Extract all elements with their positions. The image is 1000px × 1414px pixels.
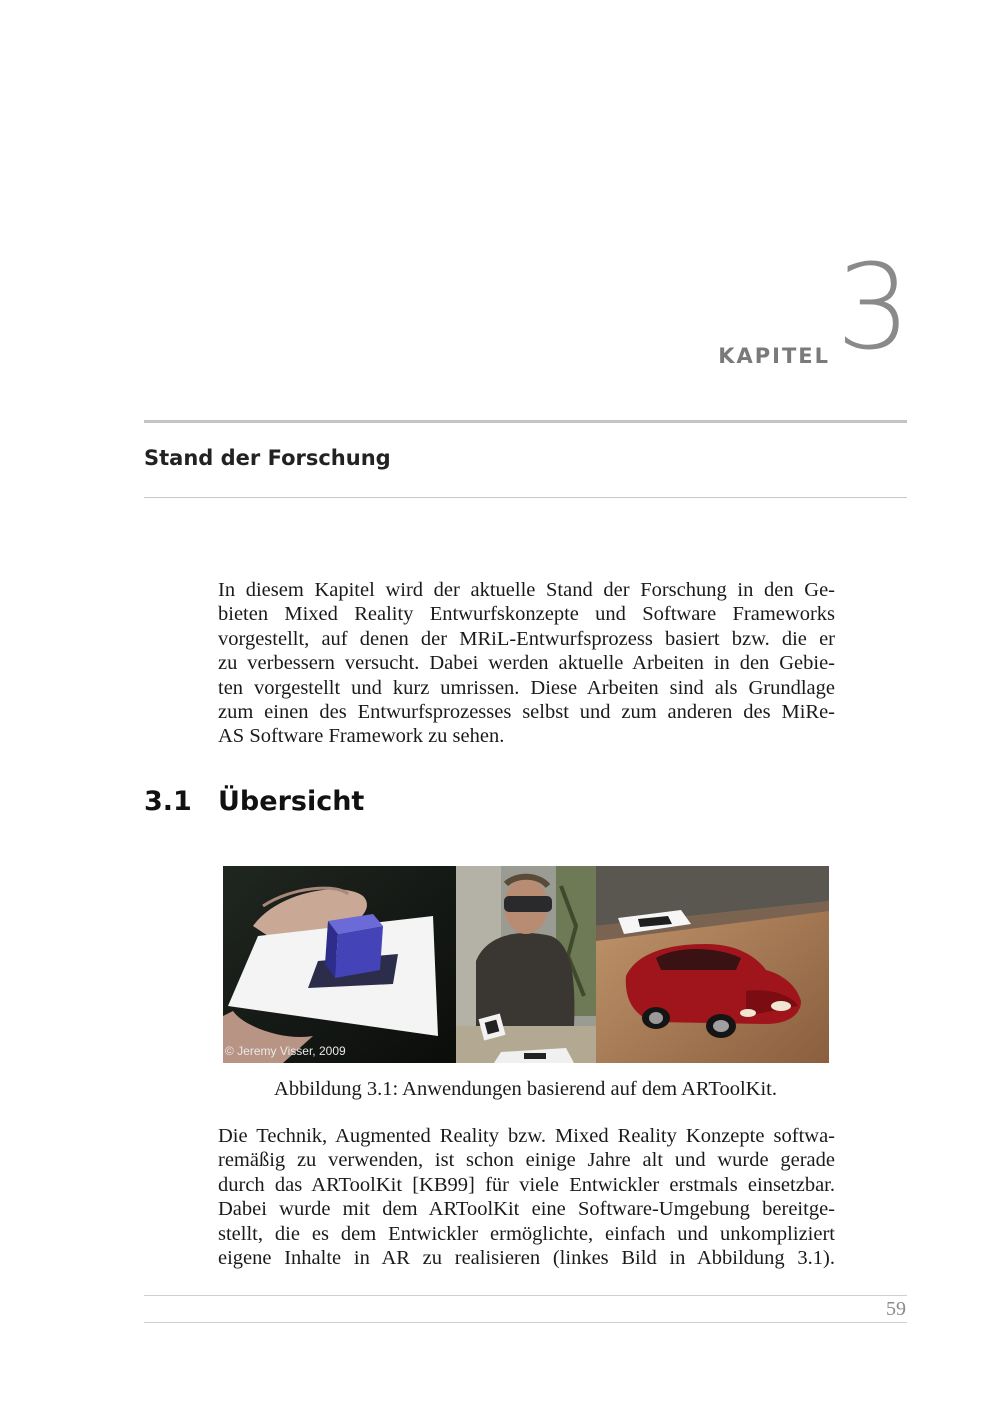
section-number: 3.1 <box>144 786 192 817</box>
title-rule <box>144 497 907 498</box>
text-line: In diesem Kapitel wird der aktuelle Stand der Forschung in den Ge- <box>218 579 835 601</box>
text-line: durch das ARToolKit [KB99] für viele Entwickler erstmals einsetzbar. <box>218 1173 835 1196</box>
figure-artoolkit <box>223 866 829 1063</box>
chapter-title: Stand der Forschung <box>144 446 391 470</box>
footer-rule-bottom <box>144 1322 907 1323</box>
intro-paragraph <box>218 578 835 749</box>
footer-rule-top <box>144 1295 907 1296</box>
text-line: stellt, die es dem Entwickler ermöglichte, einfach und unkompliziert <box>218 1222 835 1245</box>
text-line: remäßig zu verwenden, ist schon einige Jahre alt und wurde gerade <box>218 1149 835 1172</box>
header-rule <box>144 420 907 423</box>
text-line: AS Software Framework zu sehen. <box>218 725 505 748</box>
chapter-label: KAPITEL <box>718 344 830 368</box>
text-line: ten vorgestellt und kurz umrissen. Diese Arbeiten sind als Grundlage <box>218 676 835 699</box>
text-line: zu verbessern versucht. Dabei werden aktuelle Arbeiten in den Gebie- <box>218 652 835 675</box>
text-line: bieten Mixed Reality Entwurfskonzepte und Software Frameworks <box>218 603 835 626</box>
text-line: eigene Inhalte in AR zu realisieren (linkes Bild in Abbildung 3.1). <box>218 1246 835 1269</box>
photo-marker-cube <box>223 866 456 1063</box>
page-number: 59 <box>886 1298 906 1320</box>
text-line: Die Technik, Augmented Reality bzw. Mixed Reality Konzepte softwa- <box>218 1125 835 1147</box>
section-title: Übersicht <box>218 786 365 817</box>
ar-car-illustration <box>596 866 829 1063</box>
text-line: Dabei wurde mit dem ARToolKit eine Software-Umgebung bereitge- <box>218 1198 835 1221</box>
figure-caption: Abbildung 3.1: Anwendungen basierend auf dem ARToolKit. <box>274 1078 777 1100</box>
marker-cube-illustration <box>223 866 456 1063</box>
photo-credit: © Jeremy Visser, 2009 <box>225 1044 346 1058</box>
photo-hmd-user <box>456 866 596 1063</box>
photo-ar-car <box>596 866 829 1063</box>
section-heading <box>144 786 364 817</box>
body-paragraph <box>218 1124 835 1270</box>
text-line: zum einen des Entwurfsprozesses selbst und zum anderen des MiRe- <box>218 700 835 723</box>
chapter-number: 3 <box>836 238 912 376</box>
text-line: vorgestellt, auf denen der MRiL-Entwurfsprozess basiert bzw. die er <box>218 627 835 650</box>
hmd-user-illustration <box>456 866 596 1063</box>
